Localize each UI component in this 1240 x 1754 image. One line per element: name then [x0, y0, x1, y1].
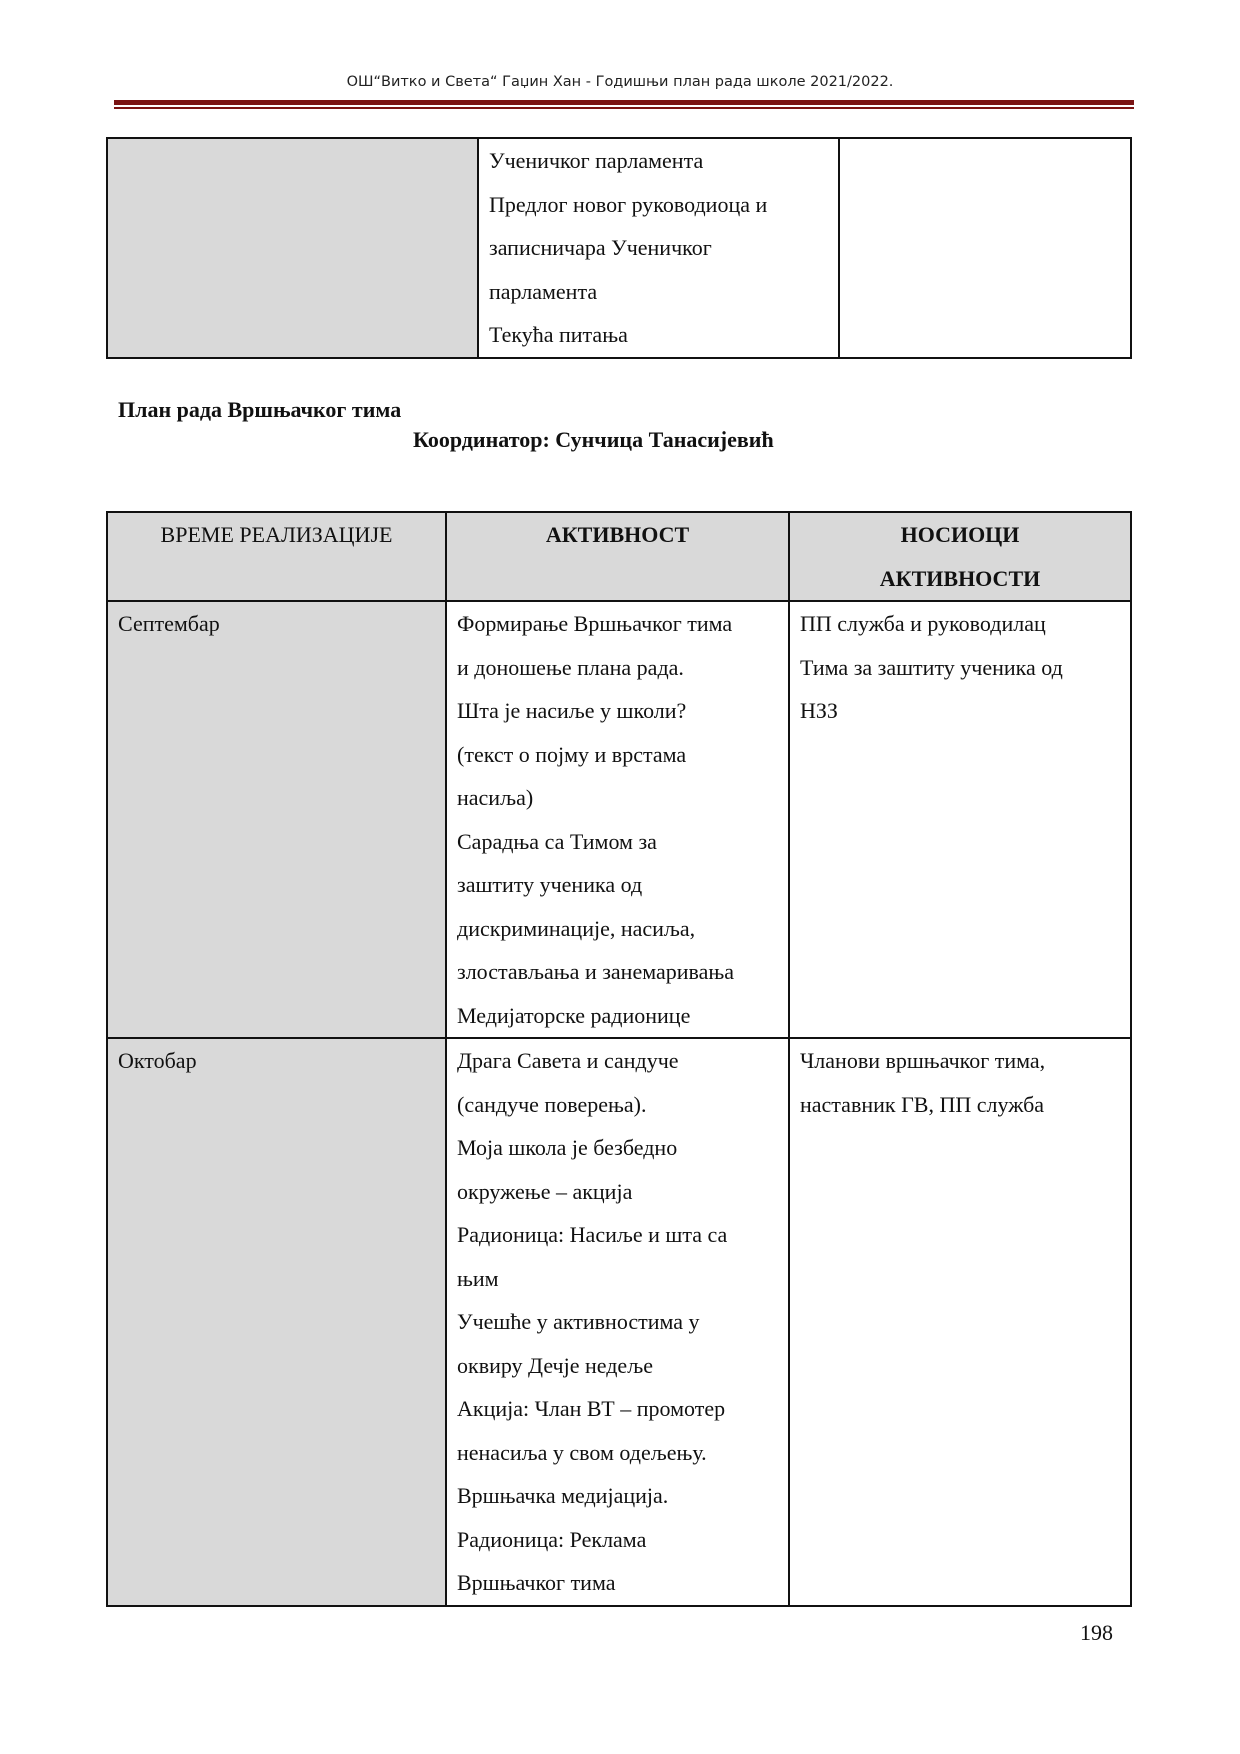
coordinator-line: Координатор: Сунчица Танасијевић	[413, 427, 774, 452]
holders-line: Чланови вршњачког тима,	[800, 1048, 1046, 1073]
header-rule-thin	[114, 107, 1134, 109]
header-rule	[114, 100, 1134, 105]
activity-line: Сарадња са Тимом за	[457, 828, 657, 854]
activity-line: парламента	[489, 278, 598, 304]
peer-team-plan-table	[106, 511, 1132, 1607]
activity-line: ненасиља у свом одељењу.	[457, 1439, 707, 1465]
activity-cell	[446, 1038, 789, 1606]
activity-line: Акција: Члан ВТ – промотер	[457, 1396, 726, 1421]
activity-line: Моја школа је безбедно	[457, 1135, 678, 1160]
column-header-holders-line: НОСИОЦИ	[900, 522, 1020, 547]
table-row-october	[107, 1038, 1131, 1606]
time-cell: Септембар	[107, 601, 446, 1038]
activity-line: Формирање Вршњачког тима	[457, 611, 733, 636]
holders-cell	[789, 601, 1131, 1038]
holders-cell	[789, 1038, 1131, 1606]
holders-line: Тима за заштиту ученика од	[800, 654, 1063, 680]
column-header-time: ВРЕМЕ РЕАЛИЗАЦИЈЕ	[107, 512, 446, 601]
activity-line: Шта је насиље у школи?	[457, 698, 687, 723]
activity-line: (сандуче поверења).	[457, 1091, 647, 1117]
continuation-table	[106, 137, 1132, 359]
activity-line: њим	[457, 1265, 499, 1291]
table-row	[107, 138, 1131, 358]
activity-line: записничара Ученичког	[489, 235, 712, 260]
column-header-holders	[789, 512, 1131, 601]
activity-line: Радионица: Насиље и шта са	[457, 1222, 728, 1247]
time-cell	[107, 138, 478, 358]
activity-cell	[478, 138, 839, 358]
holders-line: наставник ГВ, ПП служба	[800, 1091, 1045, 1117]
activity-line: Вршњачког тима	[457, 1570, 616, 1595]
activity-line: Медијаторске радионице	[457, 1002, 691, 1028]
holders-line: НЗЗ	[800, 698, 838, 723]
activity-line: дискриминације, насиља,	[457, 915, 696, 941]
time-cell: Октобар	[107, 1038, 446, 1606]
activity-line: и доношење плана рада.	[457, 654, 684, 680]
activity-line: заштиту ученика од	[457, 872, 643, 897]
holders-line: ПП служба и руководилац	[800, 611, 1046, 636]
activity-line: окружење – акција	[457, 1178, 633, 1204]
activity-line: Ученичког парламента	[489, 148, 704, 173]
section-title: План рада Вршњачког тима	[118, 397, 402, 422]
activity-line: Учешће у активностима у	[457, 1309, 700, 1334]
activity-line: Вршњачка медијација.	[457, 1483, 669, 1508]
page-number: 198	[1080, 1620, 1113, 1645]
activity-line: Предлог новог руководиоца и	[489, 191, 768, 217]
running-header: ОШ“Витко и Света“ Гаџин Хан - Годишњи план рада школе 2021/2022.	[346, 74, 894, 90]
activity-line: Драга Савета и сандуче	[457, 1048, 679, 1073]
column-header-holders-line: АКТИВНОСТИ	[879, 565, 1041, 591]
activity-cell	[446, 601, 789, 1038]
table-row-september	[107, 601, 1131, 1038]
activity-line: (текст о појму и врстама	[457, 741, 687, 767]
column-header-activity: АКТИВНОСТ	[446, 512, 789, 601]
activity-line: насиља)	[457, 785, 534, 810]
activity-line: злостављања и занемаривања	[457, 959, 735, 984]
activity-line: Радионица: Реклама	[457, 1526, 647, 1552]
activity-line: Текућа питања	[489, 322, 628, 347]
table-header-row	[107, 512, 1131, 601]
holders-cell	[839, 138, 1131, 358]
activity-line: оквиру Дечје недеље	[457, 1352, 653, 1378]
